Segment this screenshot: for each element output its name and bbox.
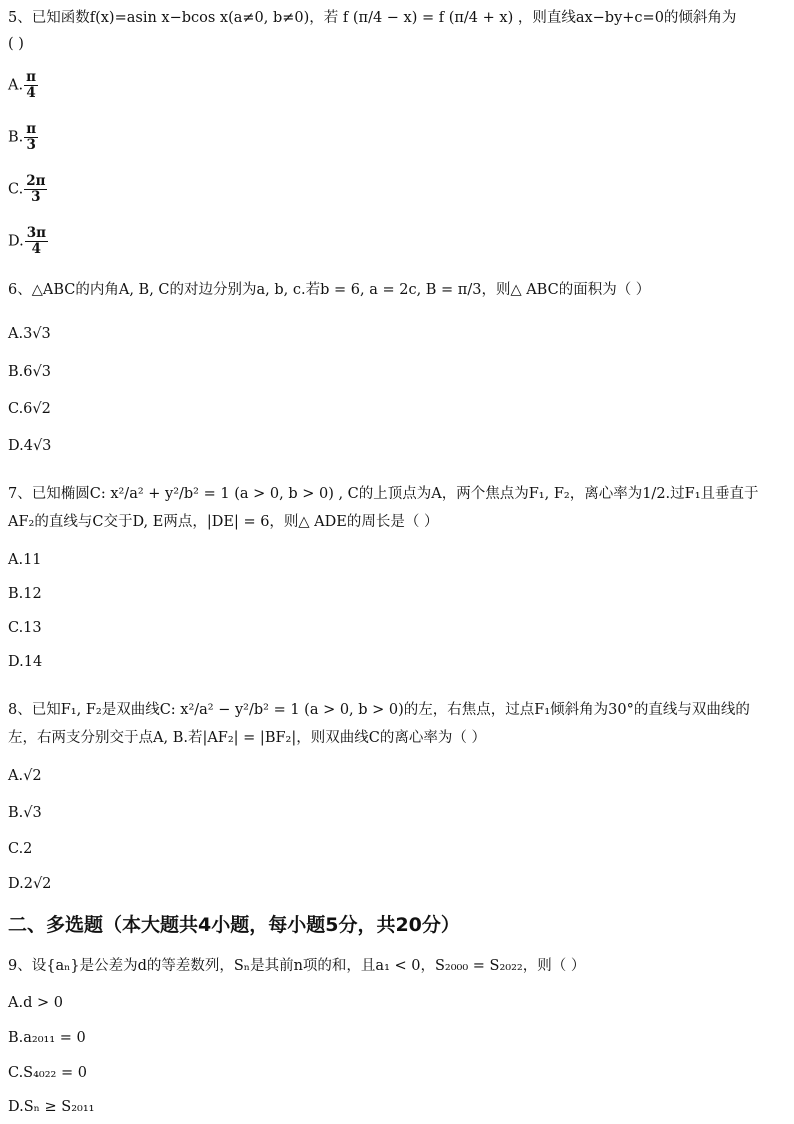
option-fraction: $\frac{\pi}{3}$ <box>26 121 37 153</box>
question-8-option-b[interactable]: B.√3 <box>8 805 42 821</box>
question-5-option-b[interactable] <box>8 122 774 153</box>
question-5-option-c[interactable] <box>8 174 774 205</box>
question-7-option-d[interactable]: D.14 <box>8 654 43 670</box>
option-fraction: $\frac{\pi}{4}$ <box>26 69 36 101</box>
option-fraction: $\frac{2\pi}{3}$ <box>26 173 46 205</box>
question-6-stem: 6、△ABC的内角A, B, C的对边分别为a, b, c.若b = 6, a = 2c, B = π/3，则△ ABC的面积为（ ） <box>8 282 651 298</box>
option-label: B. <box>8 129 24 146</box>
section-2-heading: 二、多选题（本大题共4小题，每小题5分，共20分） <box>8 914 460 936</box>
question-7-option-b[interactable]: B.12 <box>8 586 42 602</box>
option-fraction: $\frac{3\pi}{4}$ <box>26 225 46 257</box>
question-6-option-a[interactable]: A.3√3 <box>8 326 51 342</box>
question-5-option-d[interactable] <box>8 226 774 257</box>
question-8-stem-line2: 左，右两支分别交于点A, B.若|AF₂| = |BF₂|，则双曲线C的离心率为（ ） <box>8 730 486 746</box>
question-5-stem: 5、已知函数f(x)=asin x−bcos x(a≠0, b≠0)，若 f (π/4 − x) = f (π/4 + x) ，则直线ax−by+c=0的倾斜角为 <box>8 10 737 26</box>
question-9-stem: 9、设{aₙ}是公差为d的等差数列，Sₙ是其前n项的和，且a₁ < 0，S₂₀₀₀ = S₂₀₂₂，则（ ） <box>8 958 586 974</box>
question-8-option-c[interactable]: C.2 <box>8 841 33 857</box>
question-8-option-d[interactable]: D.2√2 <box>8 876 52 892</box>
question-8-stem-line1: 8、已知F₁, F₂是双曲线C: x²/a² − y²/b² = 1 (a > 0, b > 0)的左，右焦点，过点F₁倾斜角为30°的直线与双曲线的 <box>8 702 750 718</box>
question-8-option-a[interactable]: A.√2 <box>8 768 42 784</box>
question-6-option-c[interactable]: C.6√2 <box>8 401 51 417</box>
question-7-option-c[interactable]: C.13 <box>8 620 42 636</box>
option-label: A. <box>8 77 24 94</box>
question-7-option-a[interactable]: A.11 <box>8 552 42 568</box>
question-9-option-c[interactable]: C.S₄₀₂₂ = 0 <box>8 1065 87 1081</box>
question-5-answer-blank: ( ) <box>8 36 24 52</box>
question-6-option-d[interactable]: D.4√3 <box>8 438 52 454</box>
question-6-option-b[interactable]: B.6√3 <box>8 364 51 380</box>
question-7-stem-line2: AF₂的直线与C交于D, E两点，|DE| = 6，则△ ADE的周长是（ ） <box>8 514 439 530</box>
question-9-option-b[interactable]: B.a₂₀₁₁ = 0 <box>8 1030 86 1046</box>
option-label: C. <box>8 181 24 198</box>
question-5-option-a[interactable] <box>8 70 774 101</box>
question-9-option-a[interactable]: A.d > 0 <box>8 995 63 1011</box>
option-label: D. <box>8 233 24 250</box>
question-9-option-d[interactable]: D.Sₙ ≥ S₂₀₁₁ <box>8 1099 95 1115</box>
question-7-stem-line1: 7、已知椭圆C: x²/a² + y²/b² = 1 (a > 0, b > 0) , C的上顶点为A，两个焦点为F₁, F₂，离心率为1/2.过F₁且垂直于 <box>8 486 759 502</box>
